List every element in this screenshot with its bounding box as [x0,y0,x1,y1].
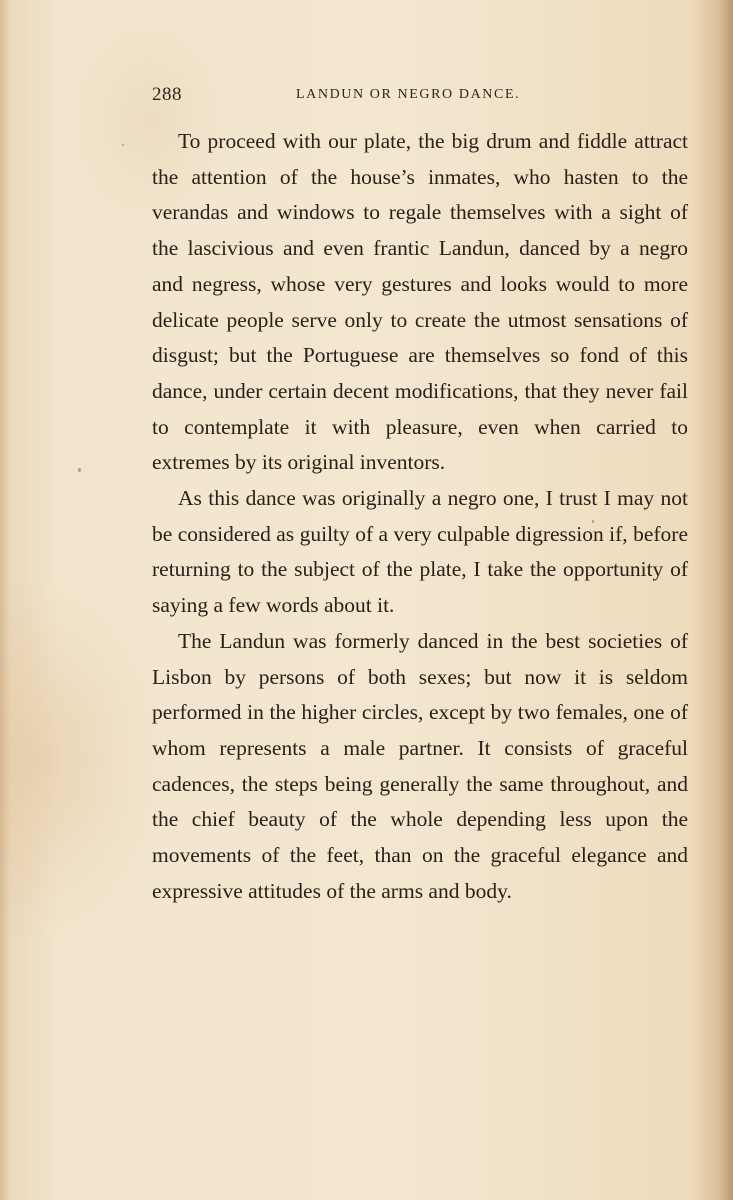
running-head: LANDUN OR NEGRO DANCE. [296,87,521,102]
body-text [152,124,688,909]
paragraph: To proceed with our plate, the big drum and fiddle attract the attention of the house’s inmates, who hasten to the verandas and windows to regale themselves with a sight of the lascivious and even frantic Landun, danced by a negro and negress, whose very gestures and looks would to more delicate people serve only to create the utmost sensations of disgust; but the Portuguese are themselves so fond of this dance, under certain decent modifications, that they never fail to contemplate it with pleasure, even when carried to extremes by its original inventors. [152,129,688,475]
paper-speck [122,144,124,146]
page-number: 288 [152,84,182,105]
paragraph: The Landun was formerly danced in the best societies of Lisbon by persons of both sexes; but now it is seldom performed in the higher circles, except by two females, one of whom represents a male partner. It consists of graceful cadences, the steps being generally the same throughout, and the chief beauty of the whole depending less upon the movements of the feet, than on the graceful elegance and expressive attitudes of the arms and body. [152,628,688,903]
page-left-edge [0,0,10,1200]
page-header [152,84,688,108]
paper-speck [78,468,81,472]
paragraph: As this dance was originally a negro one, I trust I may not be considered as guilty of a very culpable digression if, before returning to the subject of the plate, I take the opportunity of saying a few words about it. [152,486,688,618]
page-right-edge [719,0,733,1200]
paper-speck [592,520,594,523]
